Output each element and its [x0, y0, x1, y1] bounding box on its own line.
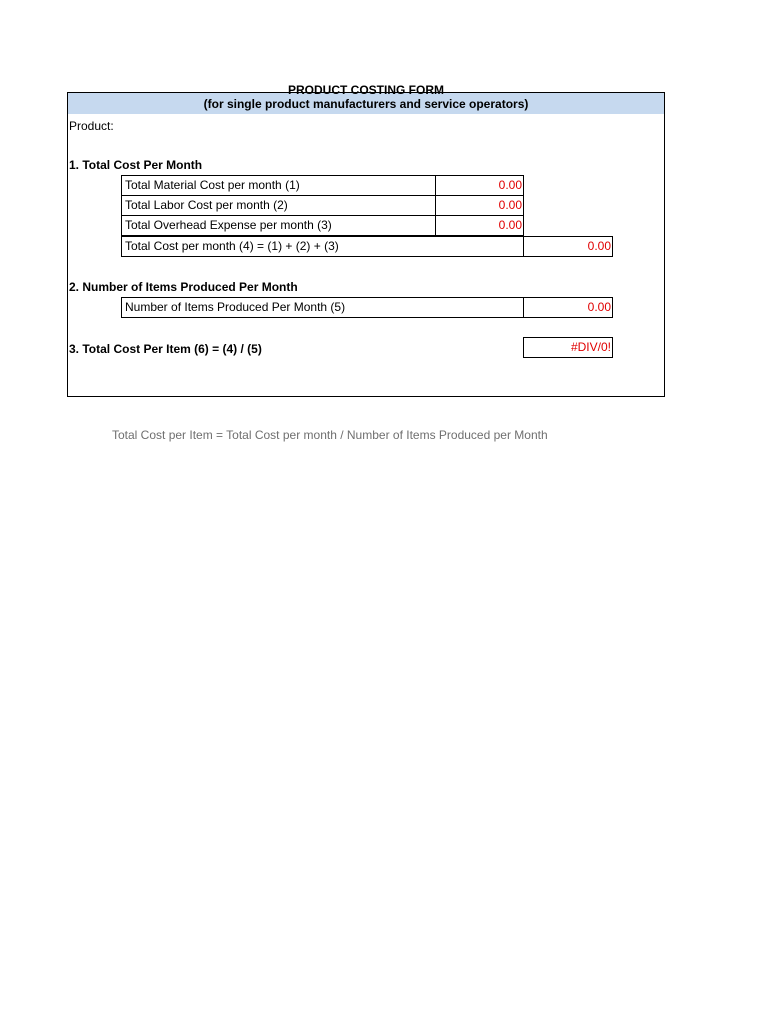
total-cost-month-label: Total Cost per month (4) = (1) + (2) + (3) [121, 236, 524, 257]
labor-cost-value[interactable]: 0.00 [435, 195, 524, 216]
items-produced-value[interactable]: 0.00 [523, 297, 613, 318]
labor-cost-label: Total Labor Cost per month (2) [121, 195, 436, 216]
section1-heading: 1. Total Cost Per Month [69, 158, 203, 172]
form-header [68, 83, 664, 114]
form-subtitle: (for single product manufacturers and service operators) [203, 97, 529, 111]
product-costing-form [67, 83, 665, 397]
formula-note [112, 428, 548, 442]
product-label: Product: [69, 119, 114, 133]
overhead-expense-label: Total Overhead Expense per month (3) [121, 215, 436, 236]
material-cost-value[interactable]: 0.00 [435, 175, 524, 196]
items-produced-label: Number of Items Produced Per Month (5) [121, 297, 524, 318]
section2-heading: 2. Number of Items Produced Per Month [69, 280, 298, 294]
overhead-expense-value[interactable]: 0.00 [435, 215, 524, 236]
section3-heading: 3. Total Cost Per Item (6) = (4) / (5) [69, 342, 262, 356]
form-title: PRODUCT COSTING FORM [288, 83, 444, 97]
total-cost-month-value: 0.00 [523, 236, 613, 257]
formula-note-text: Total Cost per Item = Total Cost per month / Number of Items Produced per Month [112, 428, 548, 442]
material-cost-label: Total Material Cost per month (1) [121, 175, 436, 196]
cost-per-item-value: #DIV/0! [523, 337, 613, 358]
